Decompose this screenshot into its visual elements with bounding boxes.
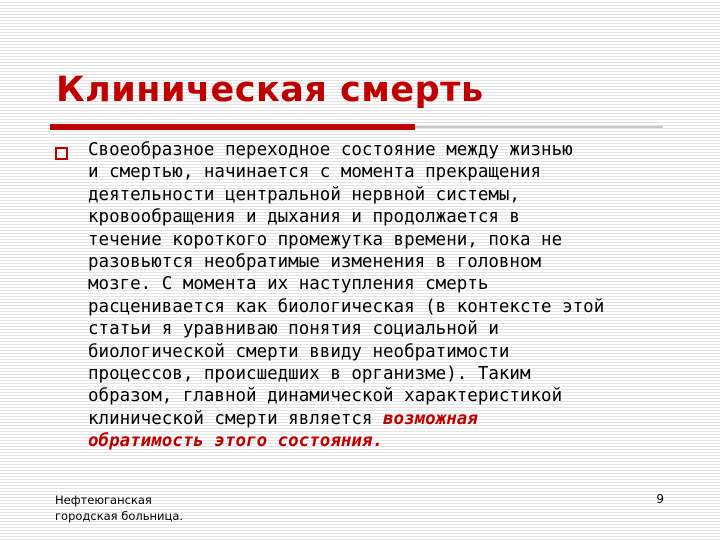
slide-title: Клиническая смерть [56,70,484,110]
footer-organization [55,492,183,524]
body-line: кровообращения и дыхания и продолжается в [88,207,520,228]
page-number: 9 [656,492,664,506]
body-line-with-highlight [88,408,678,430]
square-bullet-icon [55,147,68,160]
body-line: разовьются необратимые изменения в головном [88,252,542,273]
body-line: и смертью, начинается с момента прекращения [88,162,542,183]
highlight-text: обратимость этого состояния. [88,431,384,452]
body-line: течение короткого промежутка времени, пока не [88,229,563,250]
body-line: процессов, происшедших в организме). Таким [88,364,531,385]
body-paragraph [88,139,678,453]
title-accent-bar [50,124,415,130]
body-line: статьи я уравниваю понятия социальной и [88,319,499,340]
body-line: образом, главной динамической характеристикой [88,386,563,407]
footer-org-line: Нефтеюганская [55,493,152,507]
body-line: биологической смерти ввиду необратимости [88,341,510,362]
footer-org-line: городская больница. [55,509,184,523]
body-line: расценивается как биологическая (в контексте этой [88,296,605,317]
body-line: деятельности центральной нервной системы, [88,184,520,205]
body-line: клинической смерти является [88,408,384,429]
highlight-text: возможная [383,408,478,429]
title-divider-line [415,126,663,128]
body-line: Своеобразное переходное состояние между жизнью [88,140,573,160]
body-line: мозге. С момента их наступления смерть [88,274,489,295]
